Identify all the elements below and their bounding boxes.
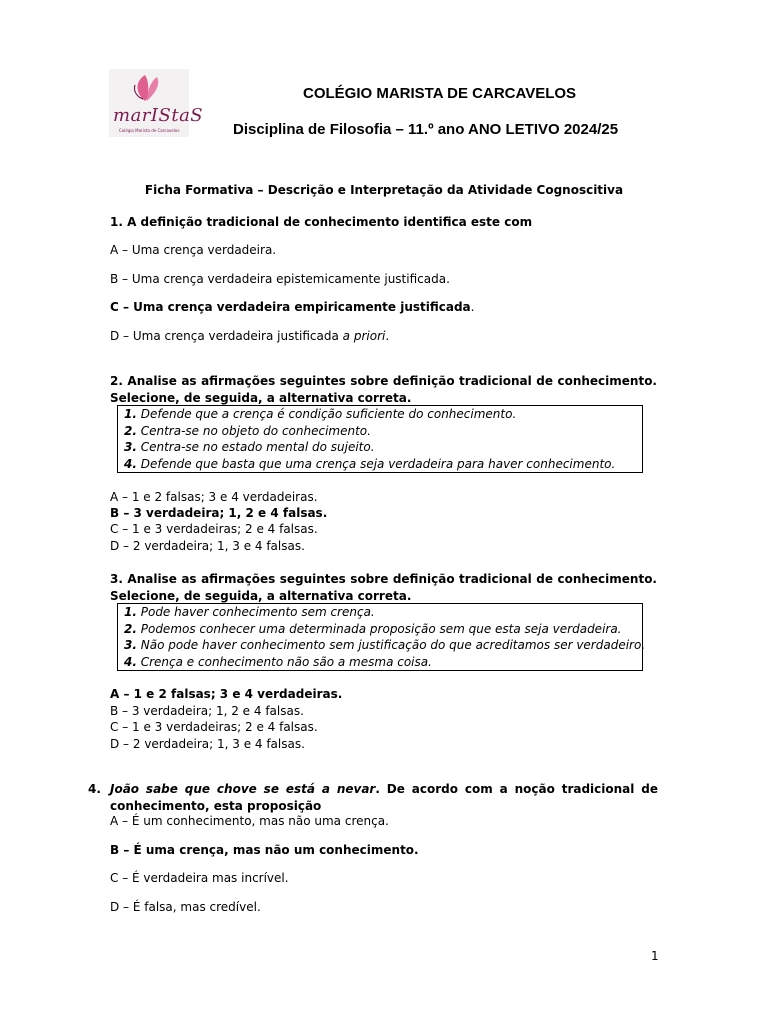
statement-number: 4. xyxy=(124,654,137,669)
q4-option-b: B – É uma crença, mas não um conhecimento. xyxy=(110,843,419,857)
q1-option-d xyxy=(110,328,389,345)
q2-statement xyxy=(124,423,642,440)
discipline-title: Disciplina de Filosofia – 11.º ano ANO LETIVO 2024/25 xyxy=(233,121,619,138)
q3-statement xyxy=(124,654,642,671)
q3-option-d: D – 2 verdadeira; 1, 3 e 4 falsas. xyxy=(110,737,305,751)
school-logo xyxy=(109,69,204,137)
q2-statement xyxy=(124,439,642,456)
statement-text: Pode haver conhecimento sem crença. xyxy=(136,605,375,619)
q4-option-a: A – É um conhecimento, mas não uma crença. xyxy=(110,814,389,828)
statement-text: Defende que basta que uma crença seja verdadeira para haver conhecimento. xyxy=(136,456,616,471)
q3-statement xyxy=(124,604,642,621)
q1-question: 1. A definição tradicional de conhecimento identifica este com xyxy=(110,215,533,229)
statement-number: 2. xyxy=(124,621,137,636)
q1-option-d-text: D – Uma crença verdadeira justificada xyxy=(110,329,343,343)
q2-option-a: A – 1 e 2 falsas; 3 e 4 verdadeiras. xyxy=(110,490,318,504)
q1-option-c-period: . xyxy=(470,300,475,314)
statement-number: 1. xyxy=(124,407,137,421)
q1-option-d-italic: a priori xyxy=(342,329,386,343)
q2-statement xyxy=(124,406,642,423)
q3-statement xyxy=(124,621,642,638)
statement-number: 2. xyxy=(124,423,137,438)
statement-number: 3. xyxy=(124,638,137,652)
q2-option-b: B – 3 verdadeira; 1, 2 e 4 falsas. xyxy=(110,506,328,520)
q4-rest: . De acordo com a noção tradicional de conhecimento, esta proposição xyxy=(110,782,658,813)
statement-text: Centra-se no objeto do conhecimento. xyxy=(136,423,371,438)
q3-option-a: A – 1 e 2 falsas; 3 e 4 verdadeiras. xyxy=(110,687,343,701)
q1-option-b: B – Uma crença verdadeira epistemicamente justificada. xyxy=(110,272,450,286)
q3-statements-box xyxy=(117,603,646,671)
logo-subtitle: Colégio Marista de Carcavelos xyxy=(119,128,180,133)
statement-text: Podemos conhecer uma determinada proposição sem que esta seja verdadeira. xyxy=(136,621,622,636)
q2-statement xyxy=(124,456,642,473)
heart-flower-icon xyxy=(109,69,189,109)
q3-option-c: C – 1 e 3 verdadeiras; 2 e 4 falsas. xyxy=(110,720,318,734)
q2-statements-box xyxy=(117,405,643,473)
q2-question: 2. Analise as afirmações seguintes sobre definição tradicional de conhecimento. Selecione, de seguida, a alternativa correta. xyxy=(110,374,657,405)
statement-number: 1. xyxy=(124,605,137,619)
statement-text: Centra-se no estado mental do sujeito. xyxy=(136,440,375,454)
q4-text xyxy=(110,781,658,814)
statement-text: Não pode haver conhecimento sem justificação do que acreditamos ser verdadeiro. xyxy=(136,638,646,652)
statement-text: Crença e conhecimento não são a mesma coisa. xyxy=(136,654,432,669)
statement-number: 3. xyxy=(124,440,137,454)
q1-option-a: A – Uma crença verdadeira. xyxy=(110,243,277,257)
q3-statement xyxy=(124,637,646,654)
worksheet-title: Ficha Formativa – Descrição e Interpretação da Atividade Cognoscitiva xyxy=(144,183,624,197)
statement-number: 4. xyxy=(124,456,137,471)
q2-option-d: D – 2 verdadeira; 1, 3 e 4 falsas. xyxy=(110,539,305,553)
q3-question: 3. Analise as afirmações seguintes sobre definição tradicional de conhecimento. Selecione, de seguida, a alternativa correta. xyxy=(110,572,657,603)
page-number: 1 xyxy=(651,949,659,963)
q3-option-b: B – 3 verdadeira; 1, 2 e 4 falsas. xyxy=(110,704,304,718)
school-name: COLÉGIO MARISTA DE CARCAVELOS xyxy=(303,85,577,102)
q4-italic: João sabe que chove se está a nevar xyxy=(110,782,376,796)
q2-option-c: C – 1 e 3 verdadeiras; 2 e 4 falsas. xyxy=(110,522,318,536)
q4-option-d: D – É falsa, mas credível. xyxy=(110,900,261,914)
q4-option-c: C – É verdadeira mas incrível. xyxy=(110,871,289,885)
logo-wordmark: marIStaS xyxy=(113,105,204,126)
q4-question xyxy=(88,781,658,814)
q1-option-c-text: C – Uma crença verdadeira empiricamente justificada xyxy=(110,300,471,314)
q1-option-d-period: . xyxy=(385,329,390,343)
q4-number: 4. xyxy=(88,782,101,796)
statement-text: Defende que a crença é condição suficiente do conhecimento. xyxy=(136,407,517,421)
q1-option-c xyxy=(110,299,474,316)
